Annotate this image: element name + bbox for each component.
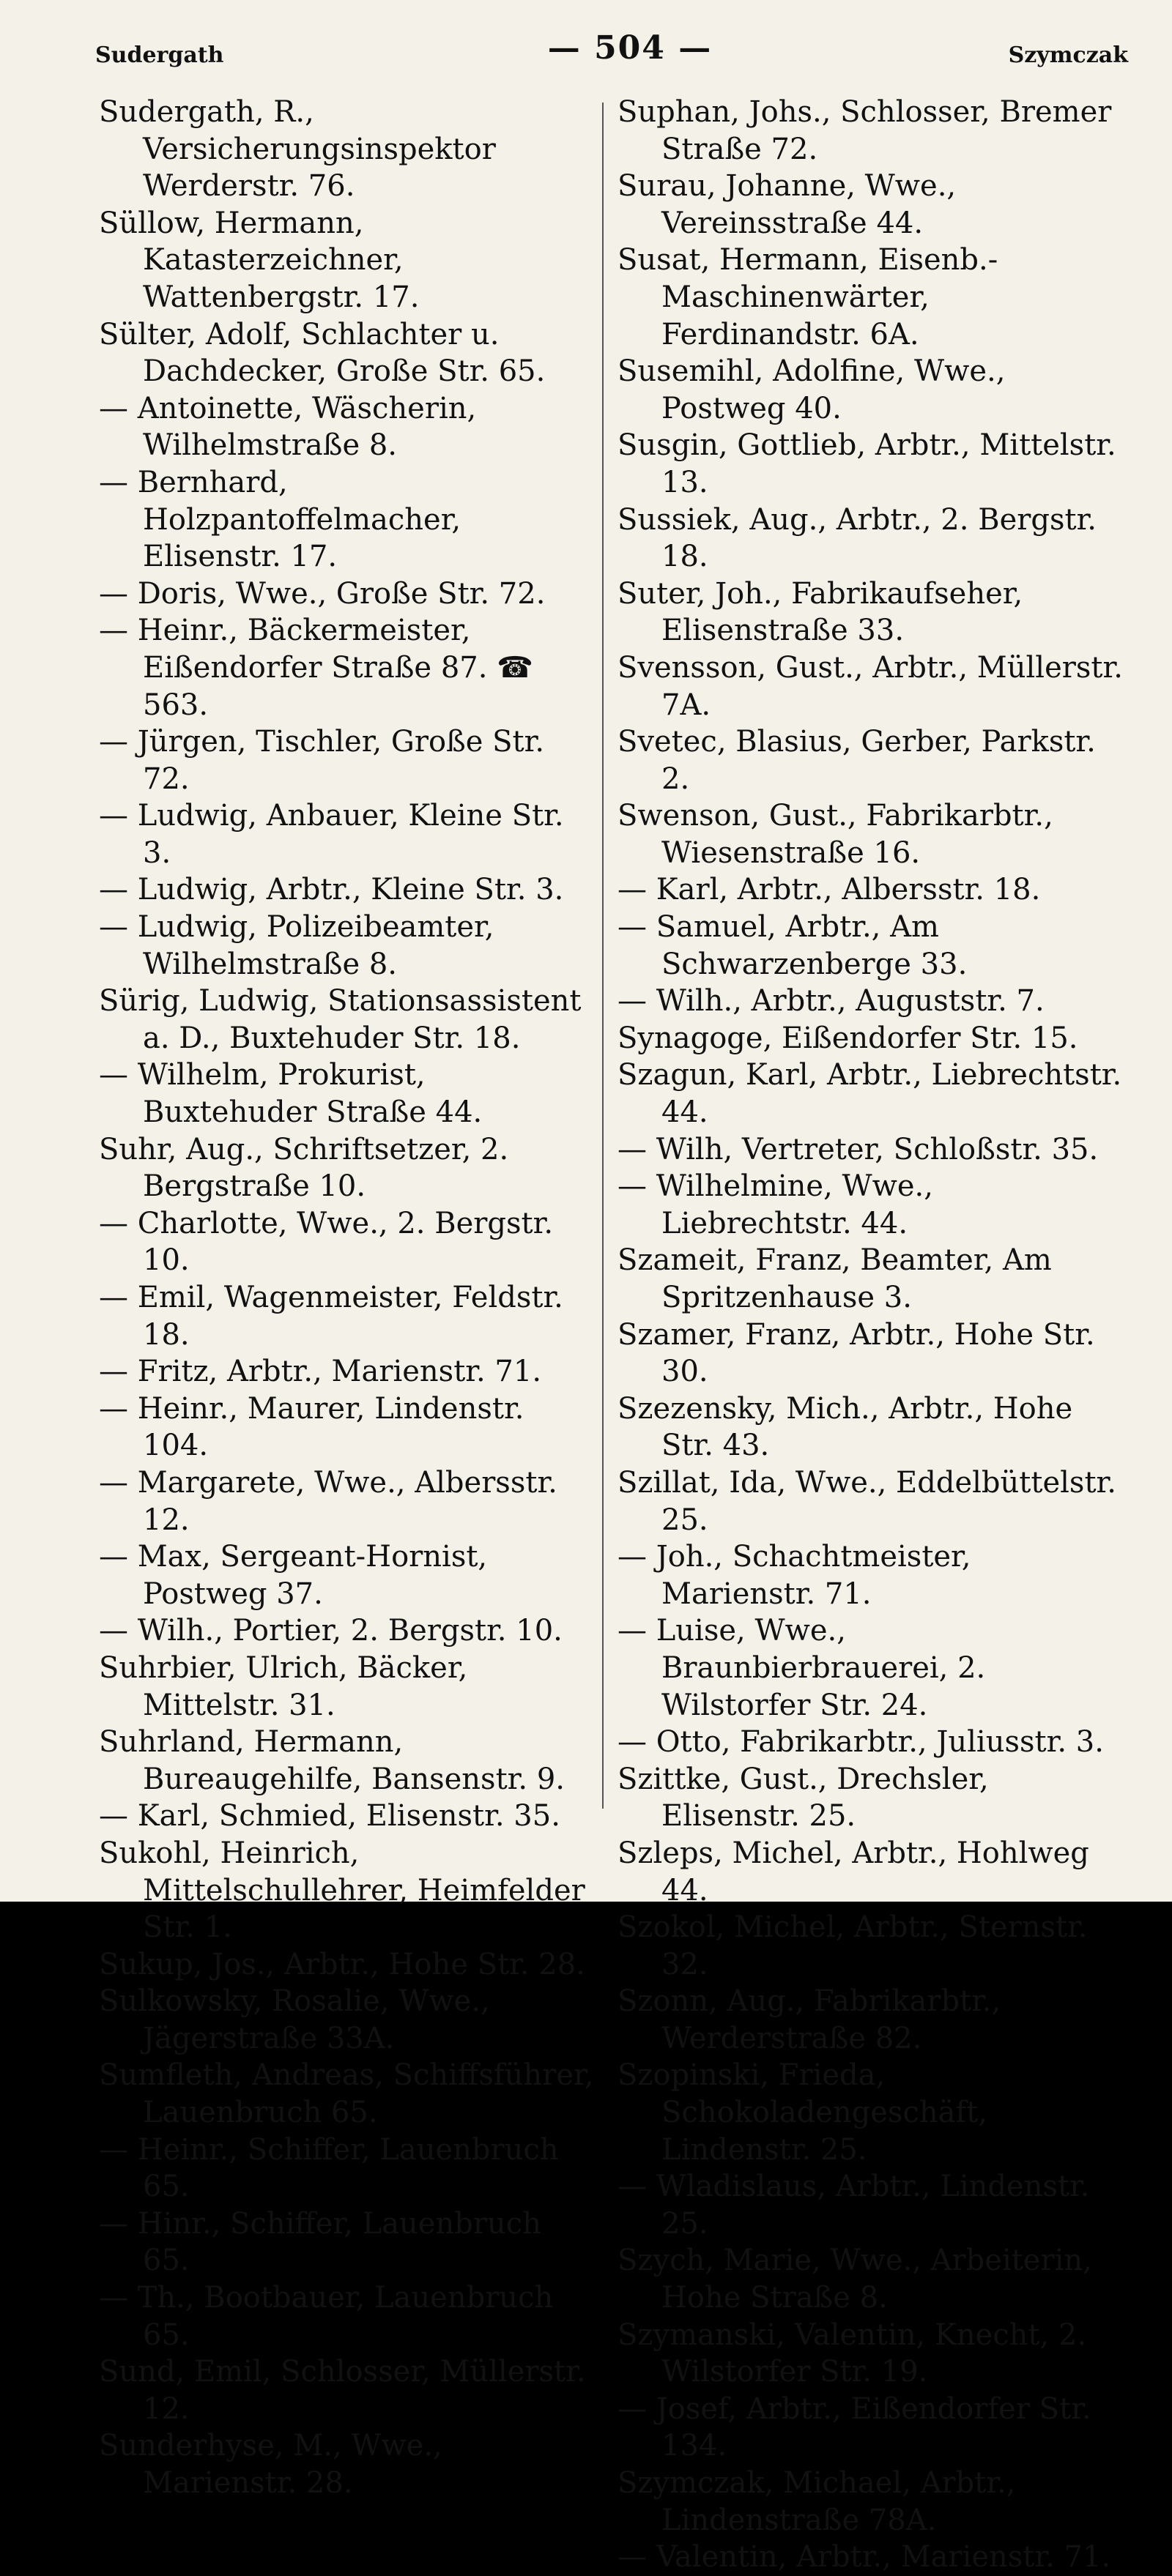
directory-entry: [99, 464, 597, 576]
entry-text: — Wladislaus, Arbtr., Lindenstr. 25.: [617, 2170, 1090, 2241]
entry-text: Suhrland, Hermann, Bureaugehilfe, Bansenstr. 9.: [99, 1725, 565, 1796]
directory-entry: [99, 2279, 597, 2353]
entry-text: Surau, Johanne, Wwe., Vereinsstraße 44.: [617, 169, 957, 240]
directory-entry: [99, 2057, 597, 2131]
directory-entry: [99, 1724, 597, 1798]
entry-text: — Jürgen, Tischler, Große Str. 72.: [99, 725, 545, 796]
directory-entry: [99, 1835, 597, 1946]
entry-text: — Max, Sergeant-Hornist, Postweg 37.: [99, 1540, 488, 1611]
entry-text: Sukup, Jos., Arbtr., Hohe Str. 28.: [99, 1947, 585, 1981]
directory-entry: [617, 1391, 1123, 1464]
entry-text: — Samuel, Arbtr., Am Schwarzenberge 33.: [617, 910, 968, 981]
directory-entry: [99, 316, 597, 390]
entry-text: Sulkowsky, Rosalie, Wwe., Jägerstraße 33A.: [99, 1984, 490, 2055]
entry-text: — Th., Bootbauer, Lauenbruch 65.: [99, 2281, 554, 2352]
directory-entry: [617, 909, 1123, 983]
entry-text: Szagun, Karl, Arbtr., Liebrechtstr. 44.: [617, 1058, 1122, 1130]
directory-entry: [617, 1538, 1123, 1612]
entry-text: — Ludwig, Anbauer, Kleine Str. 3.: [99, 799, 564, 870]
directory-entry: [617, 2391, 1123, 2465]
directory-entry: [617, 2242, 1123, 2316]
directory-entry: [617, 649, 1123, 723]
directory-entry: [99, 1612, 597, 1650]
page-header: [95, 29, 1128, 81]
entry-text: Suphan, Johs., Schlosser, Bremer Straße 72.: [617, 95, 1112, 166]
directory-entry: [617, 2539, 1123, 2576]
directory-entry: [99, 1983, 597, 2057]
directory-entry: [617, 1131, 1123, 1169]
directory-entry: [617, 1317, 1123, 1391]
directory-entry: [617, 871, 1123, 909]
entry-text: Sumfleth, Andreas, Schiffsführer, Lauenbruch 65.: [99, 2058, 594, 2130]
directory-entry: [617, 1724, 1123, 1761]
directory-entry: [617, 1983, 1123, 2057]
entry-text: Szych, Marie, Wwe., Arbeiterin, Hohe Straße 8.: [617, 2244, 1092, 2315]
entry-text: — Josef, Arbtr., Eißendorfer Str. 134.: [617, 2391, 1091, 2463]
directory-entry: [99, 983, 597, 1057]
directory-entry: [99, 871, 597, 909]
directory-entry: [99, 94, 597, 205]
entry-text: Szonn, Aug., Fabrikarbtr., Werderstraße 82.: [617, 1984, 1001, 2055]
entry-text: Sülter, Adolf, Schlachter u. Dachdecker, Große Str. 65.: [99, 317, 546, 389]
entry-text: Szopinski, Frieda, Schokoladengeschäft, Lindenstr. 25.: [617, 2058, 988, 2167]
entry-text: — Charlotte, Wwe., 2. Bergstr. 10.: [99, 1206, 554, 1278]
directory-entry: [617, 502, 1123, 576]
directory-entry: [99, 390, 597, 464]
directory-entry: [99, 1057, 597, 1131]
directory-entry: [617, 1612, 1123, 1724]
entry-text: Szillat, Ida, Wwe., Eddelbüttelstr. 25.: [617, 1465, 1116, 1537]
directory-entry: [99, 1946, 597, 1984]
directory-entry: [617, 2168, 1123, 2242]
entry-text: — Karl, Arbtr., Albersstr. 18.: [617, 873, 1041, 907]
entry-text: Susat, Hermann, Eisenb.-Maschinenwärter, Ferdinandstr. 6A.: [617, 243, 998, 351]
entry-text: Susgin, Gottlieb, Arbtr., Mittelstr. 13.: [617, 428, 1116, 499]
entry-text: Susemihl, Adolfine, Wwe., Postweg 40.: [617, 354, 1006, 425]
directory-entry: [99, 576, 597, 613]
entry-text: — Heinr., Bäckermeister, Eißendorfer Straße 87. ☎ 563.: [99, 614, 533, 722]
entry-text: — Margarete, Wwe., Albersstr. 12.: [99, 1465, 557, 1537]
entry-text: — Ludwig, Arbtr., Kleine Str. 3.: [99, 873, 564, 907]
entry-text: Szymanski, Valentin, Knecht, 2. Wilstorfer Str. 19.: [617, 2318, 1087, 2389]
directory-entry: [617, 1057, 1123, 1131]
directory-entry: [617, 2057, 1123, 2168]
entry-text: — Wilh, Vertreter, Schloßstr. 35.: [617, 1132, 1099, 1166]
entry-text: Sukohl, Heinrich, Mittelschullehrer, Heimfelder Str. 1.: [99, 1836, 585, 1945]
column-divider: [602, 103, 604, 1809]
entry-text: — Joh., Schachtmeister, Marienstr. 71.: [617, 1540, 971, 1611]
directory-entry: [617, 1909, 1123, 1983]
entry-text: — Bernhard, Holzpantoffelmacher, Elisenstr. 17.: [99, 465, 461, 574]
directory-entry: [99, 2353, 597, 2427]
directory-entry: [617, 94, 1123, 168]
directory-entry: [99, 1279, 597, 1353]
directory-entry: [617, 1761, 1123, 1835]
entry-text: — Valentin, Arbtr., Marienstr. 71.: [617, 2540, 1111, 2575]
directory-entry: [617, 983, 1123, 1020]
entry-text: — Fritz, Arbtr., Marienstr. 71.: [99, 1355, 542, 1389]
directory-entry: [99, 1650, 597, 1724]
entry-text: Sürig, Ludwig, Stationsassistent a. D., Buxtehuder Str. 18.: [99, 984, 582, 1055]
entry-text: Sund, Emil, Schlosser, Müllerstr. 12.: [99, 2355, 586, 2426]
entry-text: — Wilhelm, Prokurist, Buxtehuder Straße 44.: [99, 1058, 483, 1130]
directory-entry: [99, 1353, 597, 1391]
entry-text: Szokol, Michel, Arbtr., Sternstr. 32.: [617, 1910, 1088, 1981]
entry-text: Szameit, Franz, Beamter, Am Spritzenhause 3.: [617, 1243, 1052, 1314]
entry-text: — Karl, Schmied, Elisenstr. 35.: [99, 1799, 560, 1834]
entry-text: — Hinr., Schiffer, Lauenbruch 65.: [99, 2206, 541, 2278]
directory-entry: [99, 909, 597, 983]
directory-entry: [99, 723, 597, 797]
directory-entry: [617, 353, 1123, 427]
directory-entry: [99, 2132, 597, 2205]
entry-text: — Wilh., Portier, 2. Bergstr. 10.: [99, 1614, 563, 1648]
directory-entry: [617, 427, 1123, 501]
left-column: [99, 94, 597, 2502]
directory-entry: [99, 1464, 597, 1538]
entry-text: Svetec, Blasius, Gerber, Parkstr. 2.: [617, 725, 1096, 796]
directory-entry: [617, 2317, 1123, 2391]
entry-text: — Heinr., Maurer, Lindenstr. 104.: [99, 1391, 524, 1463]
entry-text: Szymczak, Michael, Arbtr., Lindenstraße 78A.: [617, 2466, 1016, 2537]
entry-text: Szleps, Michel, Arbtr., Hohlweg 44.: [617, 1836, 1089, 1907]
entry-text: — Wilhelmine, Wwe., Liebrechtstr. 44.: [617, 1169, 933, 1240]
directory-entry: [617, 1242, 1123, 1316]
header-right-keyword: Szymczak: [1008, 42, 1128, 68]
page-number: — 504 —: [547, 29, 713, 67]
directory-entry: [99, 1131, 597, 1205]
entry-text: Sudergath, R., Versicherungsinspektor Werderstr. 76.: [99, 95, 496, 204]
entry-text: Synagoge, Eißendorfer Str. 15.: [617, 1021, 1078, 1055]
entry-text: — Doris, Wwe., Große Str. 72.: [99, 576, 546, 611]
header-left-keyword: Sudergath: [95, 42, 224, 68]
directory-entry: [99, 1798, 597, 1835]
directory-entry: [99, 1205, 597, 1279]
entry-text: — Wilh., Arbtr., Auguststr. 7.: [617, 984, 1045, 1019]
entry-text: Swenson, Gust., Fabrikarbtr., Wiesenstraße 16.: [617, 799, 1053, 870]
entry-text: — Luise, Wwe., Braunbierbrauerei, 2. Wilstorfer Str. 24.: [617, 1614, 986, 1722]
directory-entry: [99, 205, 597, 316]
entry-text: — Antoinette, Wäscherin, Wilhelmstraße 8.: [99, 391, 477, 463]
entry-text: — Ludwig, Polizeibeamter, Wilhelmstraße 8.: [99, 910, 494, 981]
entry-text: Szittke, Gust., Drechsler, Elisenstr. 25.: [617, 1762, 989, 1834]
entry-text: — Emil, Wagenmeister, Feldstr. 18.: [99, 1281, 563, 1352]
entry-text: Svensson, Gust., Arbtr., Müllerstr. 7A.: [617, 650, 1123, 722]
directory-entry: [99, 797, 597, 871]
directory-entry: [617, 1168, 1123, 1242]
entry-text: Suter, Joh., Fabrikaufseher, Elisenstraße 33.: [617, 576, 1023, 648]
directory-entry: [617, 2465, 1123, 2539]
directory-entry: [617, 242, 1123, 353]
directory-entry: [99, 2205, 597, 2279]
entry-text: Süllow, Hermann, Katasterzeichner, Wattenbergstr. 17.: [99, 206, 420, 314]
directory-entry: [617, 797, 1123, 871]
directory-entry: [99, 2427, 597, 2501]
directory-entry: [617, 1464, 1123, 1538]
entry-text: Sussiek, Aug., Arbtr., 2. Bergstr. 18.: [617, 502, 1097, 574]
directory-entry: [617, 1835, 1123, 1909]
entry-text: Szamer, Franz, Arbtr., Hohe Str. 30.: [617, 1317, 1095, 1389]
entry-text: — Otto, Fabrikarbtr., Juliusstr. 3.: [617, 1725, 1104, 1760]
directory-entry: [99, 612, 597, 723]
entry-text: Sunderhyse, M., Wwe., Marienstr. 28.: [99, 2429, 442, 2500]
directory-entry: [617, 168, 1123, 242]
directory-entry: [617, 1020, 1123, 1057]
directory-entry: [617, 723, 1123, 797]
entry-text: Suhr, Aug., Schriftsetzer, 2. Bergstraße 10.: [99, 1132, 509, 1204]
entry-text: Szezensky, Mich., Arbtr., Hohe Str. 43.: [617, 1391, 1073, 1463]
entry-text: — Heinr., Schiffer, Lauenbruch 65.: [99, 2132, 559, 2204]
entry-text: Suhrbier, Ulrich, Bäcker, Mittelstr. 31.: [99, 1650, 468, 1722]
directory-entry: [617, 576, 1123, 649]
directory-entry: [99, 1391, 597, 1464]
directory-entry: [99, 1538, 597, 1612]
right-column: [617, 94, 1123, 2576]
